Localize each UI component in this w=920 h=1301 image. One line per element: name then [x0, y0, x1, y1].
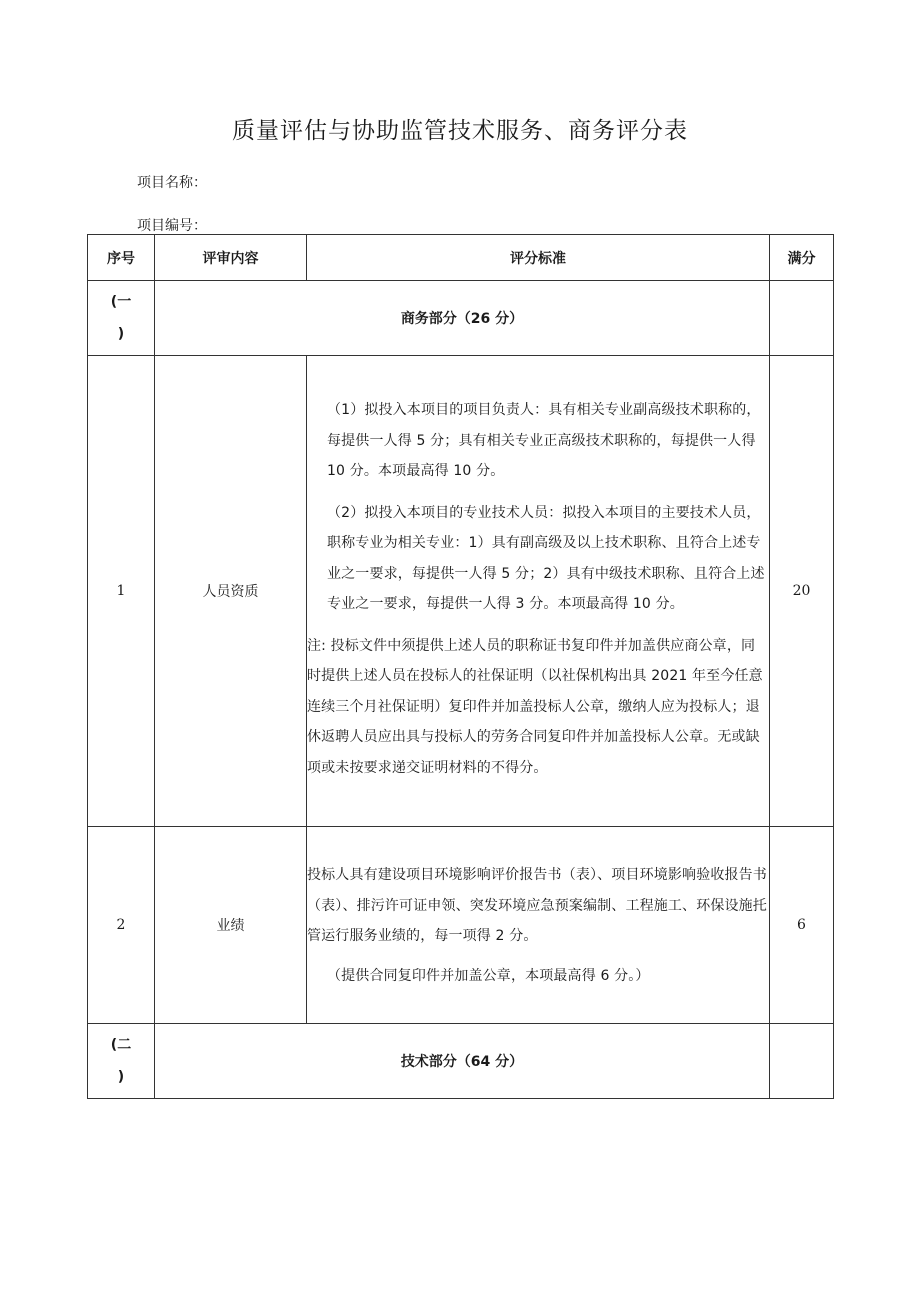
section-score-cell: [770, 1024, 834, 1099]
page-title: 质量评估与协助监管技术服务、商务评分表: [232, 118, 688, 144]
section-number-line2: ): [117, 326, 125, 342]
criteria-note: 注: 投标文件中须提供上述人员的职称证书复印件并加盖供应商公章，同时提供上述人员在投标人的社保证明（以社保机构出具 2021 年至今任意连续三个月社保证明）复印件并加盖投标人公章，缴纳人应为投标人；退休返聘人员应出具与投标人的劳务合同复印件并加盖投标人公章。无或缺项或未按要求递交证明材料的不得分。: [307, 637, 763, 776]
section-row-technical: [88, 1024, 834, 1099]
table-row: [88, 356, 834, 827]
criteria-paragraph: （提供合同复印件并加盖公章，本项最高得 6 分。）: [327, 967, 650, 984]
section-title: 商务部分（26 分）: [155, 281, 770, 356]
row-number: 2: [88, 827, 155, 1024]
header-no: 序号: [88, 235, 155, 281]
header-score: 满分: [770, 235, 834, 281]
row-criteria: [307, 356, 770, 827]
section-number: [88, 1024, 155, 1099]
section-number: [88, 281, 155, 356]
row-score: 20: [770, 356, 834, 827]
row-criteria: [307, 827, 770, 1024]
criteria-paragraph: （2）拟投入本项目的专业技术人员：拟投入本项目的主要技术人员，职称专业为相关专业：1）具有副高级及以上技术职称、且符合上述专业之一要求，每提供一人得 5 分；2）具有中级技术职称、且符合上述专业之一要求，每提供一人得 3 分。本项最高得 10 分。: [327, 504, 765, 612]
header-content: 评审内容: [155, 235, 307, 281]
row-content: 人员资质: [155, 356, 307, 827]
table-row: [88, 827, 834, 1024]
section-score-cell: [770, 281, 834, 356]
criteria-paragraph: 投标人具有建设项目环境影响评价报告书（表）、项目环境影响验收报告书（表）、排污许可证申领、突发环境应急预案编制、工程施工、环保设施托管运行服务业绩的，每一项得 2 分。: [307, 867, 767, 944]
row-score: 6: [770, 827, 834, 1024]
section-number-line1: (二: [110, 1037, 132, 1053]
section-title: 技术部分（64 分）: [155, 1024, 770, 1099]
section-row-business: [88, 281, 834, 356]
header-criteria: 评分标准: [307, 235, 770, 281]
project-name-label: 项目名称：: [137, 175, 207, 191]
row-content: 业绩: [155, 827, 307, 1024]
section-number-line1: (一: [110, 294, 132, 310]
project-code-label: 项目编号：: [137, 218, 207, 234]
criteria-paragraph: （1）拟投入本项目的项目负责人：具有相关专业副高级技术职称的，每提供一人得 5 分；具有相关专业正高级技术职称的，每提供一人得 10 分。本项最高得 10 分。: [327, 402, 761, 479]
scoring-table: [87, 234, 834, 1099]
row-number: 1: [88, 356, 155, 827]
section-number-line2: ): [117, 1069, 125, 1085]
table-header-row: [88, 235, 834, 281]
